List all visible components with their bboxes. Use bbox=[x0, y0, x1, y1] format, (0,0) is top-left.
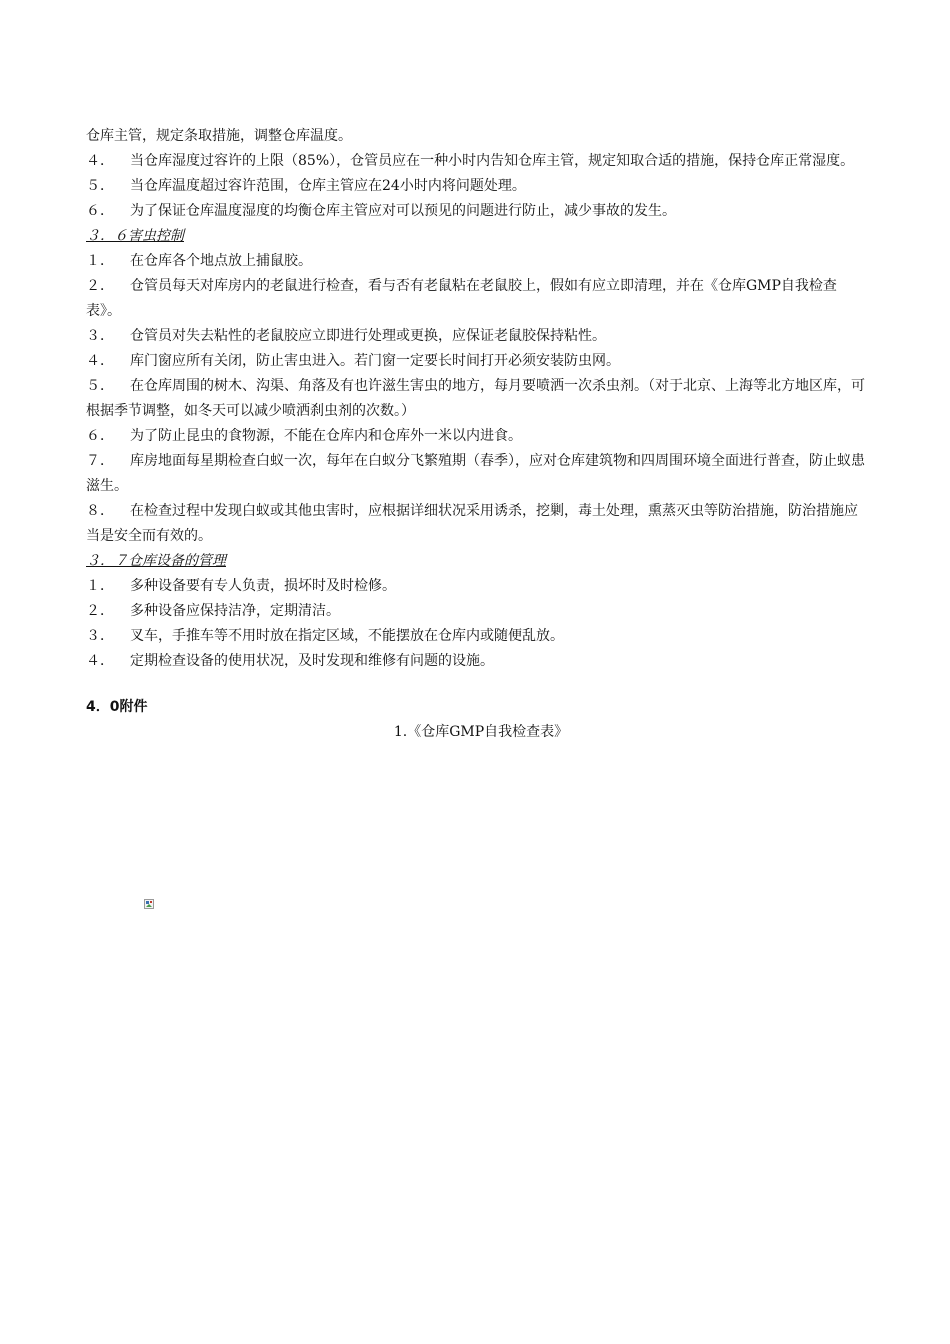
item-number: １． bbox=[86, 578, 114, 594]
item-text: 在仓库周围的树木、沟渠、角落及有也许滋生害虫的地方，每月要喷洒一次杀虫剂。（对于北京、上海等北方地区库，可根据季节调整，如冬天可以减少喷洒刹虫剂的次数。） bbox=[86, 378, 865, 419]
item-number: ２． bbox=[86, 278, 114, 294]
list-item bbox=[86, 374, 866, 424]
item-text: 在仓库各个地点放上捕鼠胶。 bbox=[130, 253, 312, 269]
item-text: 库房地面每星期检查白蚁一次，每年在白蚁分飞繁殖期（春季），应对仓库建筑物和四周围环境全面进行普查，防止蚁患滋生。 bbox=[86, 453, 865, 494]
list-item bbox=[86, 274, 866, 324]
item-number: ７． bbox=[86, 453, 114, 469]
list-item bbox=[86, 649, 866, 674]
broken-image-icon bbox=[144, 894, 154, 904]
item-text: 多种设备要有专人负责，损坏时及时检修。 bbox=[130, 578, 396, 594]
item-text: 定期检查设备的使用状况，及时发现和维修有问题的设施。 bbox=[130, 653, 494, 669]
temperature-list bbox=[86, 149, 866, 224]
list-item bbox=[86, 174, 866, 199]
pest-control-heading: ３．６害虫控制 bbox=[86, 228, 184, 244]
list-item bbox=[86, 149, 866, 174]
attachment-link[interactable]: 1.《仓库GMP自我检查表》 bbox=[393, 724, 569, 740]
equipment-heading: ３．７仓库设备的管理 bbox=[86, 553, 226, 569]
equipment-list bbox=[86, 574, 866, 674]
item-number: ３． bbox=[86, 328, 114, 344]
list-item bbox=[86, 624, 866, 649]
attachments-section-title: 4．0附件 bbox=[86, 699, 148, 715]
item-number: ５． bbox=[86, 378, 114, 394]
list-item bbox=[86, 349, 866, 374]
list-item bbox=[86, 574, 866, 599]
list-item bbox=[86, 449, 866, 499]
pest-control-list bbox=[86, 249, 866, 549]
item-number: １． bbox=[86, 253, 114, 269]
item-number: ４． bbox=[86, 153, 114, 169]
list-item bbox=[86, 599, 866, 624]
continuation-text: 仓库主管，规定条取措施，调整仓库温度。 bbox=[86, 128, 352, 144]
list-item bbox=[86, 424, 866, 449]
item-number: ６． bbox=[86, 203, 114, 219]
item-text: 仓管员对失去粘性的老鼠胶应立即进行处理或更换，应保证老鼠胶保持粘性。 bbox=[130, 328, 606, 344]
list-item bbox=[86, 324, 866, 349]
item-number: ５． bbox=[86, 178, 114, 194]
item-text: 为了防止昆虫的食物源，不能在仓库内和仓库外一米以内进食。 bbox=[130, 428, 522, 444]
item-number: ８． bbox=[86, 503, 114, 519]
item-text: 在检查过程中发现白蚁或其他虫害时，应根据详细状况采用诱杀，挖剿，毒土处理，熏蒸灭虫等防治措施，防治措施应当是安全而有效的。 bbox=[86, 503, 858, 544]
list-item bbox=[86, 499, 866, 549]
item-number: ４． bbox=[86, 353, 114, 369]
item-number: ３． bbox=[86, 628, 114, 644]
item-text: 为了保证仓库温度湿度的均衡仓库主管应对可以预见的问题进行防止，减少事故的发生。 bbox=[130, 203, 676, 219]
item-text: 库门窗应所有关闭，防止害虫进入。若门窗一定要长时间打开必须安装防虫网。 bbox=[130, 353, 620, 369]
list-item bbox=[86, 199, 866, 224]
item-text: 叉车，手推车等不用时放在指定区域，不能摆放在仓库内或随便乱放。 bbox=[130, 628, 564, 644]
item-number: ２． bbox=[86, 603, 114, 619]
item-number: ４． bbox=[86, 653, 114, 669]
item-text: 当仓库湿度过容许的上限（85%），仓管员应在一种小时内告知仓库主管，规定知取合适的措施，保持仓库正常湿度。 bbox=[130, 153, 855, 169]
item-number: ６． bbox=[86, 428, 114, 444]
item-text: 多种设备应保持洁净，定期清洁。 bbox=[130, 603, 340, 619]
item-text: 仓管员每天对库房内的老鼠进行检查，看与否有老鼠粘在老鼠胶上，假如有应立即清理，并在《仓库GMP自我检查表》。 bbox=[86, 278, 837, 319]
item-text: 当仓库温度超过容许范围，仓库主管应在24小时内将问题处理。 bbox=[130, 178, 526, 194]
document-page bbox=[86, 124, 866, 745]
list-item bbox=[86, 249, 866, 274]
